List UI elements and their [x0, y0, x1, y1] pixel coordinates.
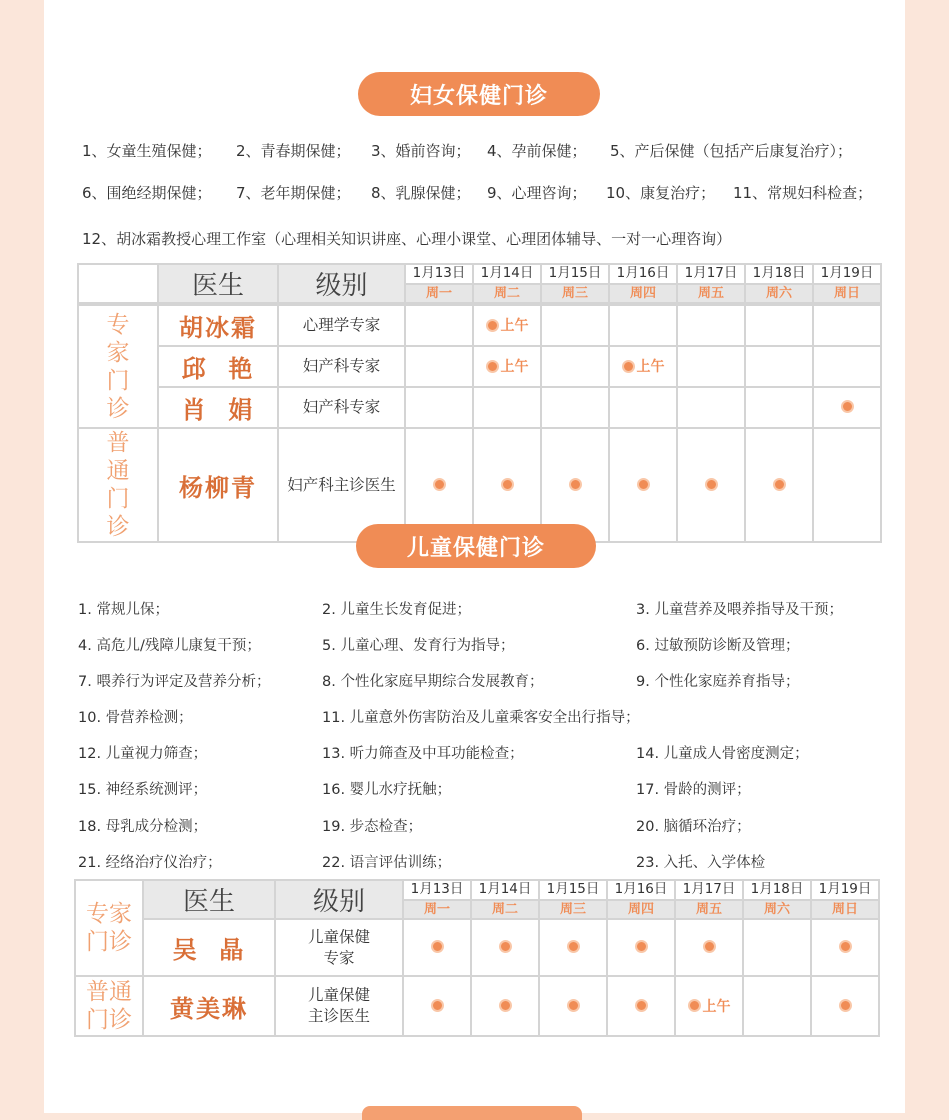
children-service-item: 20. 脑循环治疗；: [636, 819, 751, 835]
morning-label: 上午: [636, 359, 665, 376]
clinic-slot-marker: [486, 315, 529, 335]
women-service-12: 12、胡冰霜教授心理工作室（心理相关知识讲座、心理小课堂、心理团体辅导、一对一心理咨询）: [82, 230, 732, 248]
children-weekday-5: 周五: [675, 900, 743, 920]
clinic-dot-icon: [431, 940, 444, 953]
children-service-item: 5. 儿童心理、发育行为指导；: [322, 638, 515, 654]
women-slot: [405, 346, 473, 387]
clinic-dot-icon: [567, 999, 580, 1012]
morning-label: 上午: [500, 318, 529, 335]
children-slot: [675, 919, 743, 976]
next-section-pill: [362, 1106, 582, 1120]
women-level-1: 心理学专家: [278, 305, 405, 346]
women-slot: [813, 346, 881, 387]
clinic-slot-marker: [499, 940, 512, 953]
women-doctor-1: 胡冰霜: [158, 305, 278, 346]
women-service-4: 4、孕前保健；: [487, 142, 587, 160]
clinic-dot-icon: [635, 940, 648, 953]
children-service-item: 12. 儿童视力筛查；: [78, 746, 208, 762]
children-weekday-4: 周四: [607, 900, 675, 920]
women-slot: [677, 346, 745, 387]
children-slot: [607, 976, 675, 1036]
women-date-7: 1月19日: [813, 264, 881, 284]
women-doctor-4: 杨柳青: [158, 428, 278, 542]
clinic-dot-icon: [499, 940, 512, 953]
women-slot: [541, 346, 609, 387]
women-slot: [473, 346, 541, 387]
children-service-item: 4. 高危儿/残障儿康复干预；: [78, 638, 261, 654]
children-slot: [403, 976, 471, 1036]
children-weekday-3: 周三: [539, 900, 607, 920]
women-weekday-7: 周日: [813, 284, 881, 304]
children-service-item: 6. 过敏预防诊断及管理；: [636, 638, 800, 654]
women-slot: [609, 305, 677, 346]
children-level-1: [275, 919, 403, 976]
children-section-title: 儿童保健门诊: [356, 524, 596, 568]
children-weekday-6: 周六: [743, 900, 811, 920]
clinic-dot-icon: [705, 478, 718, 491]
women-weekday-1: 周一: [405, 284, 473, 304]
children-doctor-2: 黄美琳: [143, 976, 275, 1036]
clinic-dot-icon: [688, 999, 701, 1012]
children-service-item: 16. 婴儿水疗抚触；: [322, 782, 452, 798]
women-header-spacer: [78, 264, 158, 303]
clinic-slot-marker: [705, 478, 718, 491]
children-header-level: 级别: [275, 880, 403, 919]
women-weekday-4: 周四: [609, 284, 677, 304]
children-service-item: 7. 喂养行为评定及营养分析；: [78, 674, 271, 690]
children-slot: [403, 919, 471, 976]
clinic-slot-marker: [567, 999, 580, 1012]
women-date-3: 1月15日: [541, 264, 609, 284]
women-service-1: 1、女童生殖保健；: [82, 142, 212, 160]
women-date-1: 1月13日: [405, 264, 473, 284]
children-level-1-line2: 专家: [323, 948, 355, 967]
children-weekday-7: 周日: [811, 900, 879, 920]
children-category-expert: 专家 门诊: [75, 880, 143, 976]
children-service-item: 10. 骨营养检测；: [78, 710, 193, 726]
children-date-6: 1月18日: [743, 880, 811, 900]
women-schedule-body: [77, 304, 882, 543]
women-section-title: 妇女保健门诊: [358, 72, 600, 116]
women-slot: [405, 387, 473, 428]
women-slot: [745, 387, 813, 428]
children-slot: [471, 919, 539, 976]
women-weekday-2: 周二: [473, 284, 541, 304]
clinic-slot-marker: [569, 478, 582, 491]
children-level-2-line1: 儿童保健: [307, 986, 370, 1004]
children-service-item: 11. 儿童意外伤害防治及儿童乘客安全出行指导；: [322, 710, 640, 726]
women-slot: [541, 305, 609, 346]
children-date-5: 1月17日: [675, 880, 743, 900]
clinic-slot-marker: [501, 478, 514, 491]
children-service-item: 14. 儿童成人骨密度测定；: [636, 746, 809, 762]
children-slot: [607, 919, 675, 976]
page-panel: [44, 0, 905, 1113]
women-slot: [677, 428, 745, 542]
women-service-9: 9、心理咨询；: [487, 184, 587, 202]
women-level-4: 妇产科主诊医生: [278, 428, 405, 542]
children-service-item: 23. 入托、入学体检: [636, 855, 766, 871]
clinic-slot-marker: [431, 999, 444, 1012]
children-weekday-1: 周一: [403, 900, 471, 920]
women-slot: [609, 428, 677, 542]
children-schedule-table: [74, 879, 880, 1037]
women-header-level: 级别: [278, 264, 405, 303]
clinic-dot-icon: [622, 360, 635, 373]
clinic-dot-icon: [567, 940, 580, 953]
clinic-dot-icon: [486, 360, 499, 373]
women-level-3: 妇产科专家: [278, 387, 405, 428]
clinic-slot-marker: [839, 940, 852, 953]
women-slot: [473, 305, 541, 346]
children-service-item: 22. 语言评估训练；: [322, 855, 452, 871]
children-service-item: 21. 经络治疗仪治疗；: [78, 855, 222, 871]
women-slot: [813, 387, 881, 428]
children-slot: [743, 976, 811, 1036]
women-date-6: 1月18日: [745, 264, 813, 284]
women-slot: [541, 387, 609, 428]
women-slot: [609, 387, 677, 428]
women-slot: [609, 346, 677, 387]
women-schedule-table: [77, 263, 882, 304]
morning-label: 上午: [702, 998, 731, 1015]
women-doctor-2: 邱 艳: [158, 346, 278, 387]
clinic-slot-marker: [635, 999, 648, 1012]
children-doctor-1: 吴 晶: [143, 919, 275, 976]
clinic-dot-icon: [501, 478, 514, 491]
women-level-2: 妇产科专家: [278, 346, 405, 387]
children-slot: [539, 919, 607, 976]
women-category-expert: 专家 门诊: [78, 305, 158, 428]
clinic-dot-icon: [569, 478, 582, 491]
clinic-slot-marker: [703, 940, 716, 953]
clinic-slot-marker: [773, 478, 786, 491]
women-slot: [813, 428, 881, 542]
women-slot: [745, 346, 813, 387]
women-weekday-5: 周五: [677, 284, 745, 304]
women-service-2: 2、青春期保健；: [236, 142, 351, 160]
children-service-item: 2. 儿童生长发育促进；: [322, 602, 471, 618]
clinic-dot-icon: [635, 999, 648, 1012]
children-date-7: 1月19日: [811, 880, 879, 900]
clinic-slot-marker: [431, 940, 444, 953]
children-slot: [811, 919, 879, 976]
women-slot: [745, 305, 813, 346]
women-service-7: 7、老年期保健；: [236, 184, 351, 202]
children-category-general: 普通 门诊: [75, 976, 143, 1036]
clinic-dot-icon: [839, 940, 852, 953]
women-date-4: 1月16日: [609, 264, 677, 284]
children-level-2: [275, 976, 403, 1036]
children-date-1: 1月13日: [403, 880, 471, 900]
children-service-item: 1. 常规儿保；: [78, 602, 169, 618]
women-weekday-3: 周三: [541, 284, 609, 304]
children-slot: [675, 976, 743, 1036]
women-slot: [813, 305, 881, 346]
clinic-dot-icon: [499, 999, 512, 1012]
women-date-2: 1月14日: [473, 264, 541, 284]
children-weekday-2: 周二: [471, 900, 539, 920]
clinic-slot-marker: [486, 356, 529, 376]
children-slot: [743, 919, 811, 976]
clinic-slot-marker: [841, 400, 854, 413]
women-weekday-6: 周六: [745, 284, 813, 304]
women-slot: [677, 305, 745, 346]
clinic-dot-icon: [703, 940, 716, 953]
women-slot: [473, 387, 541, 428]
children-service-item: 9. 个性化家庭养育指导；: [636, 674, 800, 690]
women-service-5: 5、产后保健（包括产后康复治疗）；: [610, 142, 853, 160]
morning-label: 上午: [500, 359, 529, 376]
children-date-3: 1月15日: [539, 880, 607, 900]
children-slot: [539, 976, 607, 1036]
children-slot: [471, 976, 539, 1036]
women-slot: [745, 428, 813, 542]
clinic-slot-marker: [499, 999, 512, 1012]
children-level-2-line2: 主诊医生: [307, 1007, 370, 1025]
women-header-doctor: 医生: [158, 264, 278, 303]
children-service-item: 8. 个性化家庭早期综合发展教育；: [322, 674, 544, 690]
clinic-slot-marker: [622, 356, 665, 376]
clinic-slot-marker: [567, 940, 580, 953]
women-date-5: 1月17日: [677, 264, 745, 284]
children-date-2: 1月14日: [471, 880, 539, 900]
clinic-dot-icon: [431, 999, 444, 1012]
clinic-slot-marker: [635, 940, 648, 953]
children-service-item: 3. 儿童营养及喂养指导及干预；: [636, 602, 843, 618]
children-service-item: 17. 骨龄的测评；: [636, 782, 751, 798]
women-slot: [677, 387, 745, 428]
clinic-slot-marker: [433, 478, 446, 491]
women-service-3: 3、婚前咨询；: [371, 142, 471, 160]
children-slot: [811, 976, 879, 1036]
clinic-dot-icon: [773, 478, 786, 491]
children-header-doctor: 医生: [143, 880, 275, 919]
clinic-dot-icon: [841, 400, 854, 413]
women-service-10: 10、康复治疗；: [606, 184, 716, 202]
clinic-slot-marker: [839, 999, 852, 1012]
clinic-dot-icon: [637, 478, 650, 491]
women-category-general: 普通 门诊: [78, 428, 158, 542]
children-service-item: 15. 神经系统测评；: [78, 782, 208, 798]
children-service-item: 18. 母乳成分检测；: [78, 819, 208, 835]
children-level-1-line1: 儿童保健: [307, 927, 370, 946]
children-service-item: 19. 步态检查；: [322, 819, 423, 835]
clinic-dot-icon: [433, 478, 446, 491]
women-slot: [405, 305, 473, 346]
clinic-dot-icon: [839, 999, 852, 1012]
women-service-8: 8、乳腺保健；: [371, 184, 471, 202]
children-date-4: 1月16日: [607, 880, 675, 900]
clinic-slot-marker: [637, 478, 650, 491]
women-service-11: 11、常规妇科检查；: [733, 184, 873, 202]
clinic-slot-marker: [688, 996, 731, 1016]
clinic-dot-icon: [486, 319, 499, 332]
women-doctor-3: 肖 娟: [158, 387, 278, 428]
women-service-6: 6、围绝经期保健；: [82, 184, 212, 202]
children-service-item: 13. 听力筛查及中耳功能检查；: [322, 746, 524, 762]
